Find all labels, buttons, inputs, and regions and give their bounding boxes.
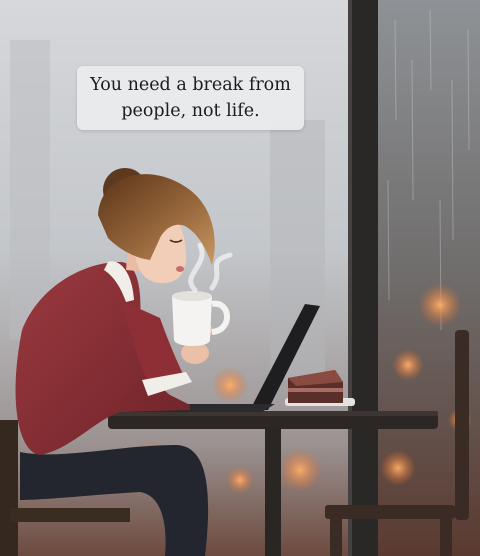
distant-building — [10, 40, 50, 340]
window-pillar — [350, 0, 378, 556]
quote-card — [77, 66, 304, 130]
quote-text: You need a break from people, not life. — [90, 75, 291, 121]
window-pillar-edge — [348, 0, 352, 556]
